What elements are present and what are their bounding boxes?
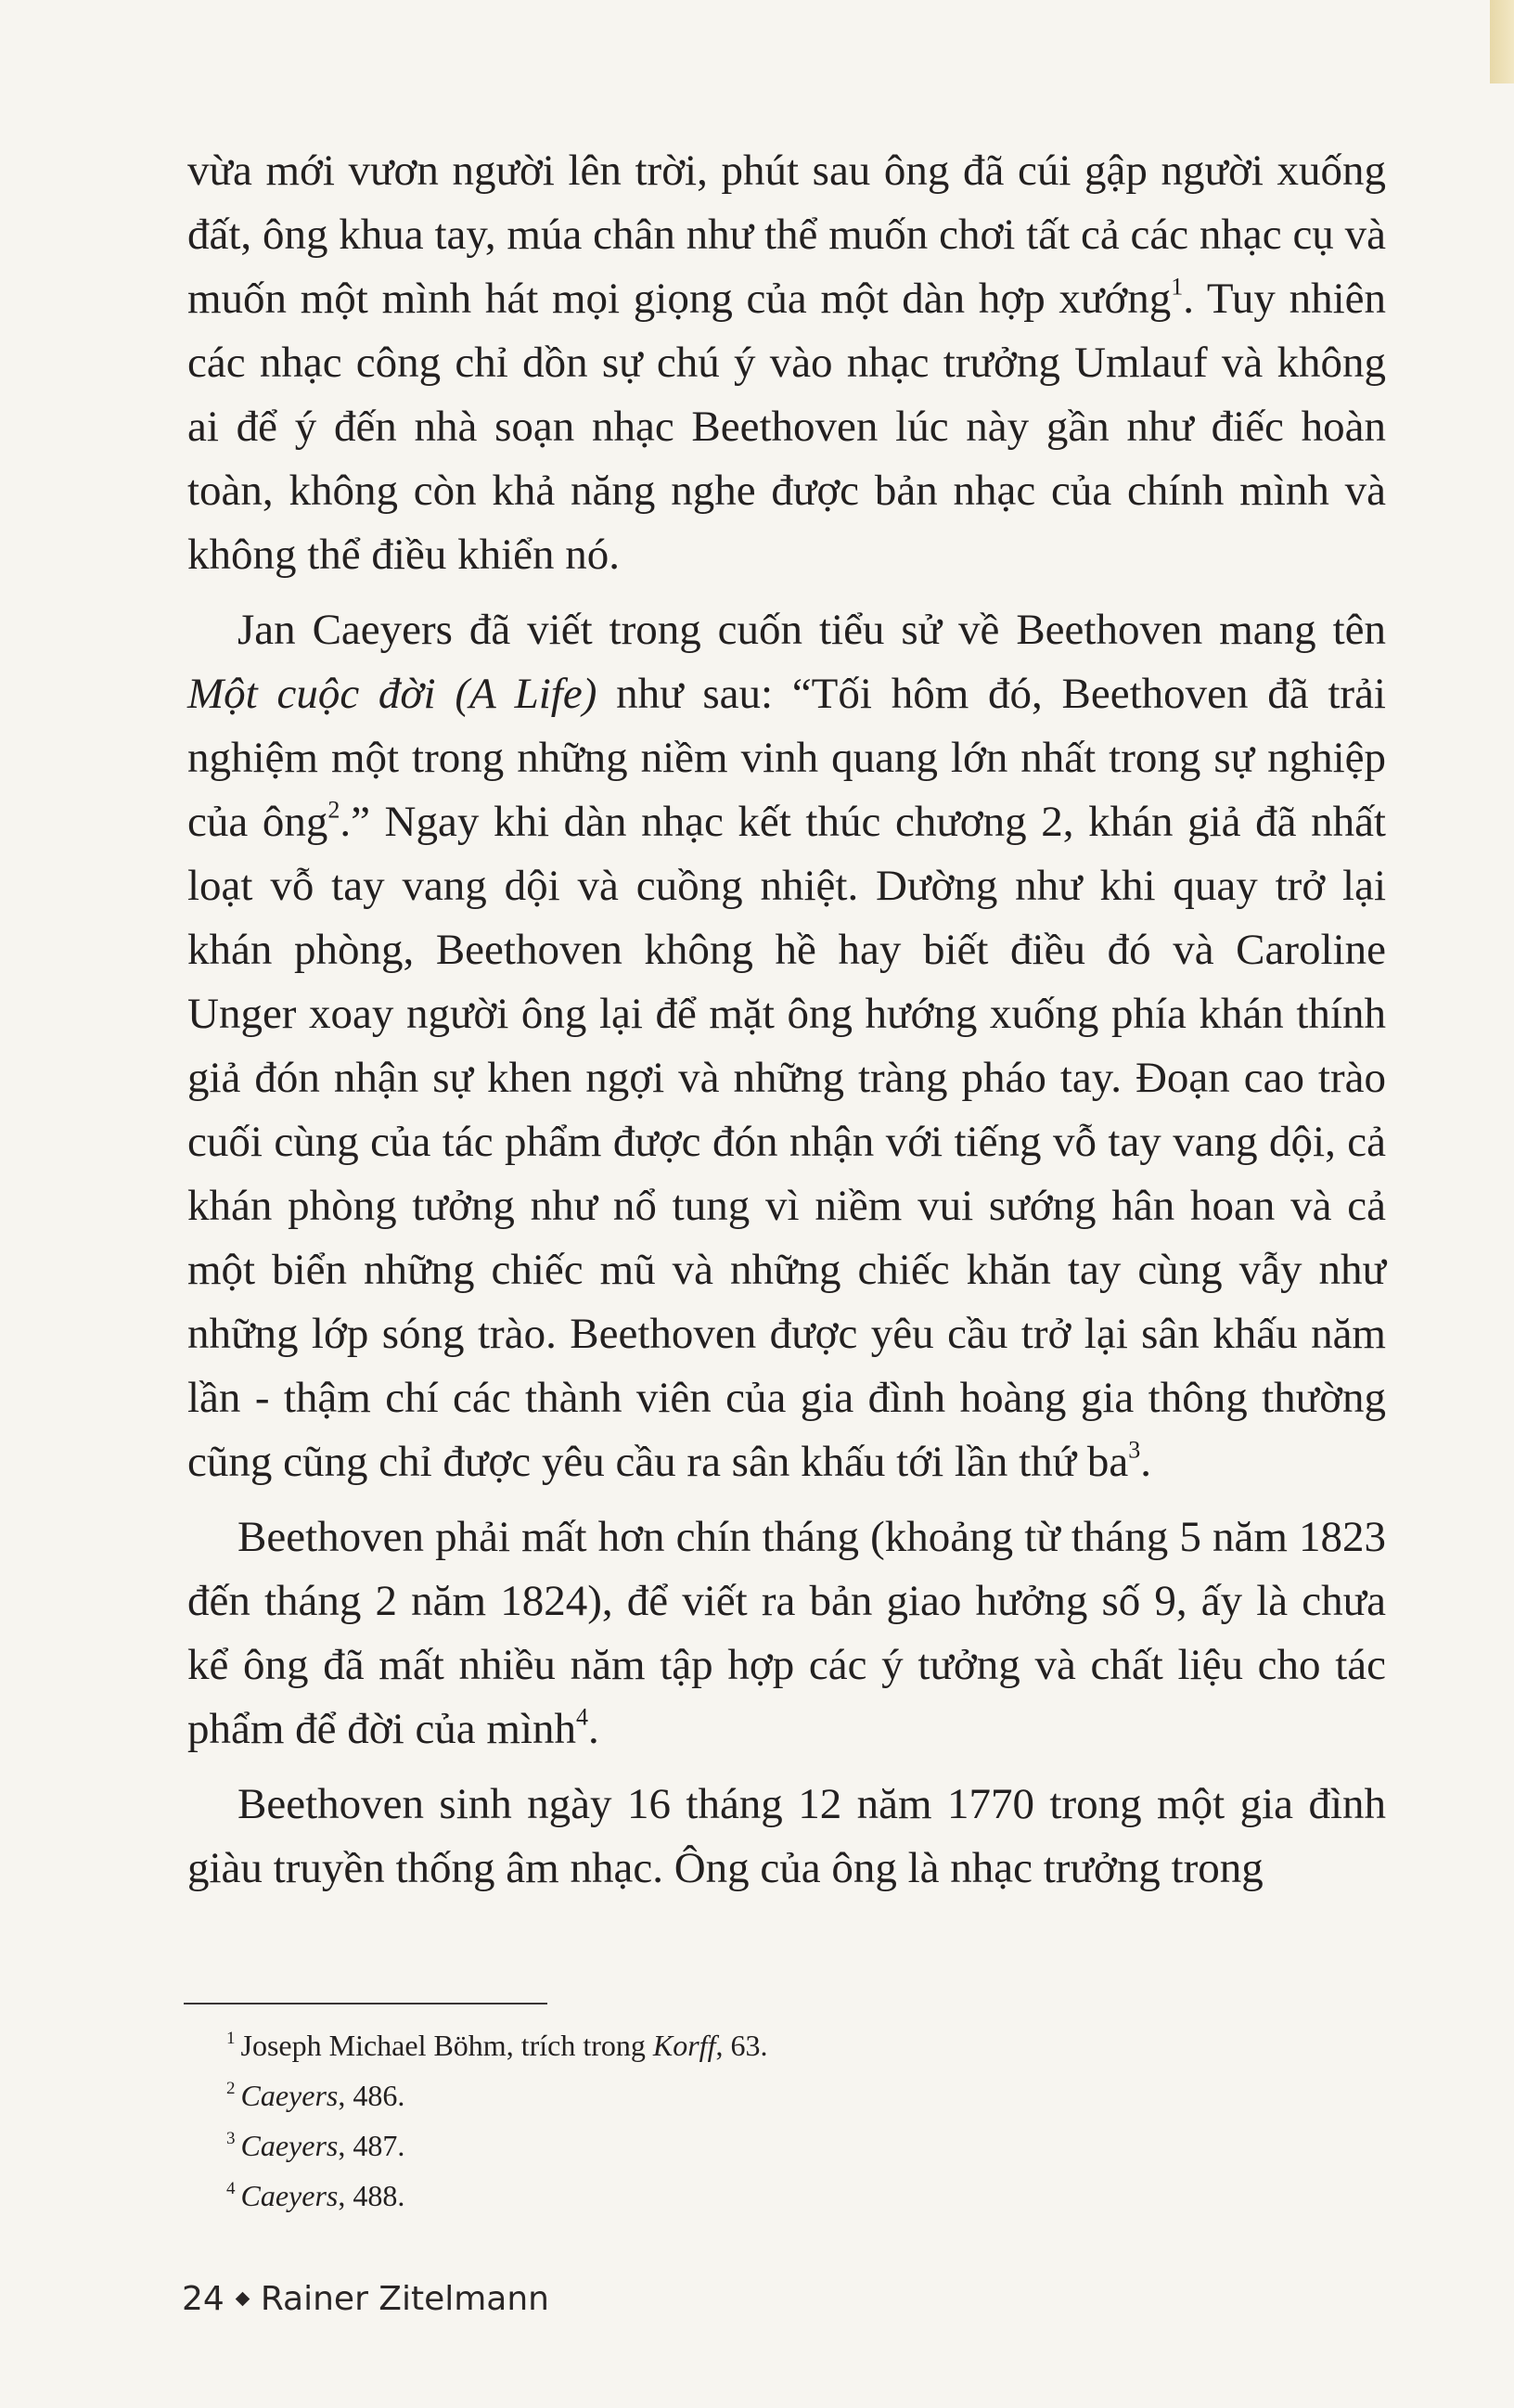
footnote-3 — [226, 2120, 1293, 2171]
book-title: Một cuộc đời (A Life) — [187, 670, 597, 718]
footnote-ref-3: 3 — [1128, 1436, 1141, 1464]
paragraph-1 — [187, 139, 1386, 587]
footnote-text: Joseph Michael Böhm, trích trong — [240, 2029, 653, 2062]
paragraph-2-text-a: Jan Caeyers đã viết trong cuốn tiểu sử về Beethoven mang tên — [237, 606, 1386, 654]
footnote-number: 4 — [226, 2178, 236, 2198]
footnote-page: , 486. — [338, 2079, 405, 2112]
page-edge-decoration — [1490, 0, 1514, 83]
footnote-ref-1: 1 — [1171, 273, 1184, 301]
paragraph-3-text-a: Beethoven phải mất hơn chín tháng (khoảng từ tháng 5 năm 1823 đến tháng 2 năm 1824), để viết ra bản giao hưởng số 9, ấy là chưa kể ông đã mất nhiều năm tập hợp các ý tưởng và chất liệu cho tác phẩm để đời của mình — [187, 1513, 1386, 1753]
author-name: Rainer Zitelmann — [260, 2280, 549, 2318]
paragraph-2 — [187, 598, 1386, 1494]
page-footer — [182, 2280, 549, 2318]
footnote-number: 3 — [226, 2128, 236, 2148]
paragraph-2-text-d: . — [1140, 1438, 1151, 1486]
footnote-source: Caeyers — [240, 2179, 339, 2212]
footnotes — [226, 2020, 1293, 2221]
diamond-icon — [236, 2292, 250, 2307]
paragraph-3-text-b: . — [588, 1705, 599, 1753]
paragraph-1-text-a: vừa mới vươn người lên trời, phút sau ông đã cúi gập người xuống đất, ông khua tay, múa chân như thể muốn chơi tất cả các nhạc cụ và muốn một mình hát mọi giọng của một dàn hợp xướng — [187, 147, 1386, 323]
paragraph-4-text: Beethoven sinh ngày 16 tháng 12 năm 1770 trong một gia đình giàu truyền thống âm nhạc. Ông của ông là nhạc trưởng trong — [187, 1780, 1386, 1892]
footnote-page: , 488. — [338, 2179, 405, 2212]
footnote-4 — [226, 2171, 1293, 2221]
body-text — [187, 139, 1386, 1912]
paragraph-1-text-b: . Tuy nhiên các nhạc công chỉ dồn sự chú ý vào nhạc trưởng Umlauf và không ai để ý đến nhà soạn nhạc Beethoven lúc này gần như điếc hoàn toàn, không còn khả năng nghe được bản nhạc của chính mình và không thể điều khiển nó. — [187, 275, 1386, 579]
footnote-source: Caeyers — [240, 2129, 339, 2162]
paragraph-2-text-c: .” Ngay khi dàn nhạc kết thúc chương 2, khán giả đã nhất loạt vỗ tay vang dội và cuồng nhiệt. Dường như khi quay trở lại khán phòng, Beethoven không hề hay biết điều đó và Caroline Unger xoay người ông lại để mặt ông hướng xuống phía khán thính giả đón nhận sự khen ngợi và những tràng pháo tay. Đoạn cao trào cuối cùng của tác phẩm được đón nhận với tiếng vỗ tay vang dội, cả khán phòng tưởng như nổ tung vì niềm vui sướng hân hoan và cả một biển những chiếc mũ và những chiếc khăn tay cùng vẫy như những lớp sóng trào. Beethoven được yêu cầu trở lại sân khấu năm lần - thậm chí các thành viên của gia đình hoàng gia thông thường cũng cũng chỉ được yêu cầu ra sân khấu tới lần thứ ba — [187, 798, 1386, 1486]
footnote-source: Caeyers — [240, 2079, 339, 2112]
page-number: 24 — [182, 2280, 225, 2318]
footnote-source: Korff — [652, 2029, 716, 2062]
footnote-page: , 63. — [715, 2029, 768, 2062]
paragraph-2-text-b: như sau: “Tối hôm đó, Beethoven đã trải nghiệm một trong những niềm vinh quang lớn nhất trong sự nghiệp của ông — [187, 670, 1386, 846]
footnote-ref-4: 4 — [576, 1703, 589, 1731]
footnote-number: 1 — [226, 2028, 236, 2048]
footnote-divider — [184, 2003, 547, 2005]
footnote-2 — [226, 2070, 1293, 2120]
paragraph-4 — [187, 1773, 1386, 1901]
paragraph-3 — [187, 1505, 1386, 1761]
footnote-page: , 487. — [338, 2129, 405, 2162]
footnote-1 — [226, 2020, 1293, 2070]
footnote-ref-2: 2 — [327, 796, 340, 824]
footnote-number: 2 — [226, 2078, 236, 2098]
